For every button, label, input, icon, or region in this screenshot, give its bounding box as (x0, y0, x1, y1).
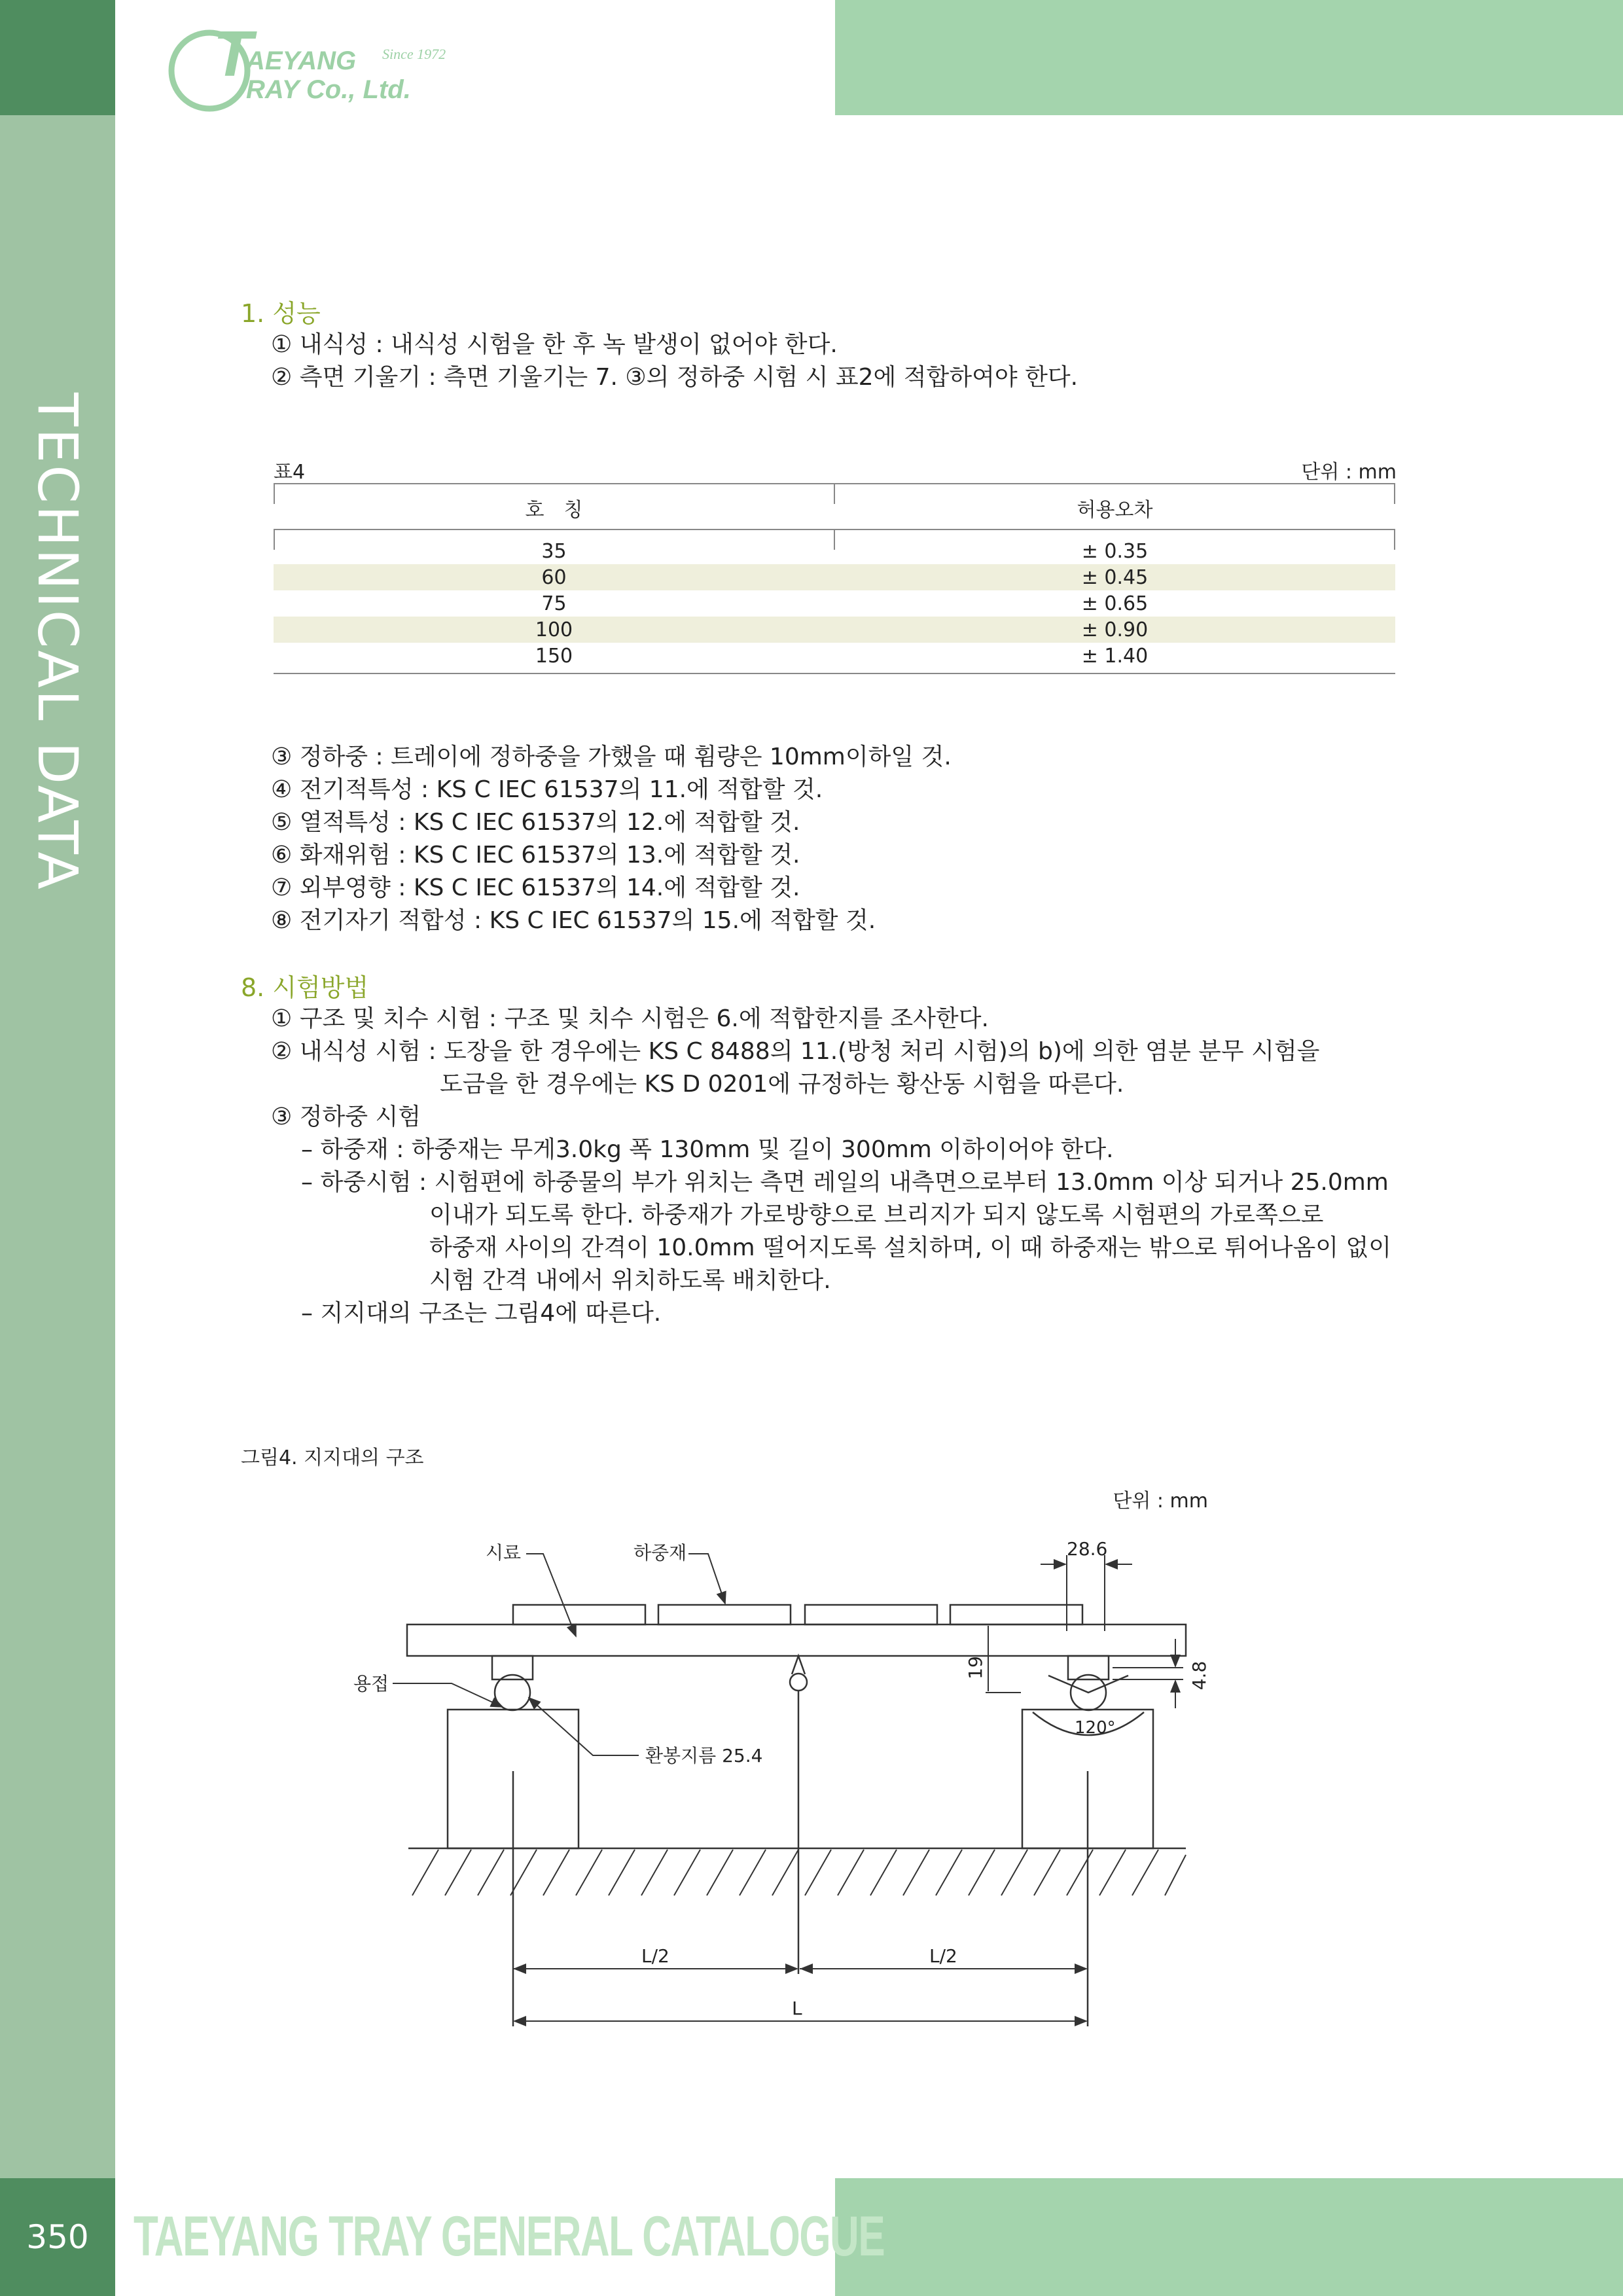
table-caption: 표4 (274, 461, 306, 484)
logo-t-glyph: T (213, 20, 253, 90)
item-corrosion-test: ② 내식성 시험 : 도장을 한 경우에는 KS C 8488의 11.(방청 처리 시험)의 b)에 의한 염분 분무 시험을 (271, 1038, 1320, 1065)
load-weight (805, 1605, 937, 1624)
item-emc: ⑧ 전기자기 적합성 : KS C IEC 61537의 15.에 적합할 것. (271, 907, 876, 934)
catalogue-title: TAEYANG TRAY GENERAL CATALOGUE (134, 2205, 885, 2268)
item-static-load-test: ③ 정하중 시험 (271, 1103, 421, 1130)
label-rod: 환봉지름 25.4 (645, 1745, 763, 1767)
label-sample: 시료 (486, 1542, 522, 1564)
section-heading-test-methods: 8. 시험방법 (241, 973, 369, 1002)
sub-load-test-line4: 시험 간격 내에서 위치하도록 배치한다. (429, 1267, 831, 1294)
gauge-tip (792, 1656, 805, 1674)
rod-holder-left (492, 1656, 533, 1679)
angle-lines (1048, 1676, 1128, 1693)
table-row: 35 ± 0.35 (541, 540, 1149, 563)
sub-load-test-line2: 이내가 되도록 한다. 하중재가 가로방향으로 브리지가 되지 않도록 시험편의 가로쪽으로 (429, 1202, 1324, 1229)
logo-since: Since 1972 (382, 46, 446, 62)
item-static-load: ③ 정하중 : 트레이에 정하중을 가했을 때 휨량은 10mm이하일 것. (271, 744, 952, 770)
header-nominal: 호 칭 (525, 499, 583, 522)
item-corrosion: ① 내식성 : 내식성 시험을 한 후 녹 발생이 없어야 한다. (271, 331, 838, 358)
label-weld: 용접 (353, 1673, 389, 1695)
figure-unit: 단위 : mm (1113, 1490, 1208, 1513)
sub-support-structure: – 지지대의 구조는 그림4에 따른다. (301, 1300, 662, 1327)
sub-load-test: – 하중시험 : 시험편에 하중물의 부가 위치는 측면 레일의 내측면으로부터 13.0mm 이상 되거나 25.0mm (301, 1169, 1389, 1196)
logo-line2: RAY Co., Ltd. (246, 75, 411, 104)
table-row: 60 ± 0.45 (274, 564, 1395, 590)
item-external: ⑦ 외부영향 : KS C IEC 61537의 14.에 적합할 것. (271, 874, 800, 901)
label-dim-19: 19 (965, 1656, 986, 1679)
leader-load (688, 1554, 725, 1604)
table-unit: 단위 : mm (1301, 461, 1397, 484)
table-row: 75 ± 0.65 (541, 592, 1149, 615)
leader-rod (529, 1698, 639, 1755)
load-weight (513, 1605, 645, 1624)
page-number: 350 (26, 2218, 89, 2256)
load-weight (658, 1605, 791, 1624)
label-half-left: L/2 (641, 1945, 669, 1967)
section-heading-performance: 1. 성능 (241, 299, 321, 328)
label-angle: 120° (1075, 1718, 1116, 1738)
label-dim-48: 4.8 (1188, 1660, 1210, 1691)
label-load: 하중재 (633, 1542, 687, 1564)
header-tolerance: 허용오차 (1077, 499, 1153, 522)
load-weight (950, 1605, 1082, 1624)
table-row: 100 ± 0.90 (274, 617, 1395, 643)
deflection-gauge (790, 1674, 807, 1691)
logo-line1: AEYANG (246, 46, 357, 75)
sub-load-material: – 하중재 : 하중재는 무게3.0kg 폭 130mm 및 길이 300mm 이하이어야 한다. (301, 1136, 1114, 1163)
leader-weld (393, 1683, 503, 1707)
label-half-right: L/2 (929, 1945, 957, 1967)
table-row: 150 ± 1.40 (535, 645, 1149, 668)
item-electrical: ④ 전기적특성 : KS C IEC 61537의 11.에 적합할 것. (271, 776, 823, 803)
label-total: L (792, 1998, 802, 2019)
tray-sample (407, 1624, 1186, 1656)
item-thermal: ⑤ 열적특성 : KS C IEC 61537의 12.에 적합할 것. (271, 809, 800, 836)
figure-caption: 그림4. 지지대의 구조 (241, 1446, 424, 1469)
item-side-tilt: ② 측면 기울기 : 측면 기울기는 7. ③의 정하중 시험 시 표2에 적합하여야 한다. (271, 364, 1079, 391)
sub-load-test-line3: 하중재 사이의 간격이 10.0mm 떨어지도록 설치하며, 이 때 하중재는 밖으로 튀어나옴이 없이 (429, 1234, 1391, 1261)
label-dim-28: 28.6 (1067, 1538, 1108, 1560)
item-corrosion-test-cont: 도금을 한 경우에는 KS D 0201에 규정하는 황산동 시험을 따른다. (440, 1071, 1124, 1098)
item-fire: ⑥ 화재위험 : KS C IEC 61537의 13.에 적합할 것. (271, 842, 800, 869)
item-structure-test: ① 구조 및 치수 시험 : 구조 및 치수 시험은 6.에 적합한지를 조사한다. (271, 1005, 989, 1032)
rod-holder-right (1068, 1656, 1109, 1679)
